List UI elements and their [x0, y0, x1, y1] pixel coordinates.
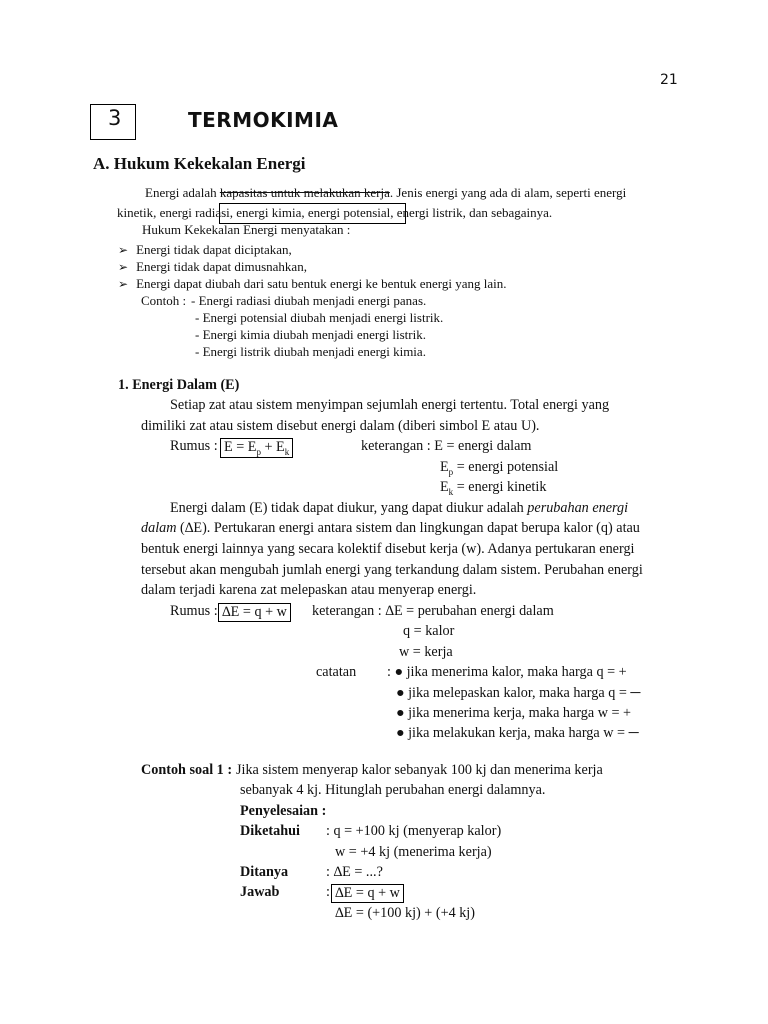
- arrow-bullet-icon: ➢: [118, 277, 129, 291]
- chapter-title: TERMOKIMIA: [188, 108, 339, 132]
- contoh-label: Contoh :: [141, 293, 187, 308]
- ditanya-value: : ∆E = ...?: [326, 864, 383, 880]
- para2-line5: dalam terjadi karena zat melepaskan atau menyerap energi.: [141, 582, 477, 598]
- note-2: ● jika melepaskan kalor, maka harga q = ─: [396, 685, 641, 701]
- formula-delta-e: ∆E = q + w: [218, 603, 291, 622]
- subscript: k: [448, 486, 454, 497]
- note-4: ● jika melakukan kerja, maka harga w = ─: [396, 725, 639, 741]
- penyelesaian-label: Penyelesaian :: [240, 803, 327, 819]
- question-line-1: Jika sistem menyerap kalor sebanyak 100 kj dan menerima kerja: [236, 762, 603, 778]
- text: (∆E). Pertukaran energi antara sistem dan lingkungan dapat berupa kalor (q) atau: [176, 520, 640, 536]
- law-list: [118, 241, 506, 292]
- example-1: - Energi radiasi diubah menjadi energi panas.: [191, 293, 427, 308]
- arrow-bullet-icon: ➢: [118, 260, 129, 274]
- contoh-soal-label: Contoh soal 1 :: [141, 762, 233, 778]
- note-1: : ● jika menerima kalor, maka harga q = +: [387, 664, 627, 680]
- law-text: Energi dapat diubah dari satu bentuk energi ke bentuk energi yang lain.: [136, 276, 507, 291]
- struck-text: kapasitas untuk melakukan kerja: [219, 185, 390, 200]
- para2-line1: [170, 500, 628, 517]
- catatan-label: catatan: [316, 664, 357, 680]
- question-line-2: sebanyak 4 kj. Hitunglah perubahan energi dalamnya.: [240, 782, 546, 798]
- jawab-label: Jawab: [240, 884, 280, 900]
- intro-text: Energi adalah: [145, 185, 220, 200]
- list-item: [118, 258, 506, 275]
- intro-line-1: [145, 185, 626, 201]
- diketahui-1: : q = +100 kj (menyerap kalor): [326, 823, 502, 839]
- keterangan-ep: [440, 459, 558, 477]
- meaning: = energi kinetik: [453, 479, 547, 495]
- law-intro: Hukum Kekekalan Energi menyatakan :: [142, 222, 351, 237]
- para1-line2: dimiliki zat atau sistem disebut energi dalam (diberi simbol E atau U).: [141, 418, 540, 434]
- chapter-number: 3: [108, 106, 122, 130]
- rumus-label: Rumus :: [170, 438, 218, 454]
- keterangan-1: keterangan : E = energi dalam: [361, 438, 532, 454]
- jawab-line-2: ∆E = (+100 kj) + (+4 kj): [335, 905, 475, 921]
- keterangan-2: keterangan : ∆E = perubahan energi dalam: [312, 603, 554, 619]
- subsection-heading: 1. Energi Dalam (E): [118, 377, 240, 393]
- subscript: k: [284, 446, 290, 457]
- symbol: E: [440, 459, 449, 475]
- rumus2-label: Rumus :: [170, 603, 218, 619]
- note-3: ● jika menerima kerja, maka harga w = +: [396, 705, 632, 721]
- intro-line-2: kinetik, energi radiasi, energi kimia, energi potensial, energi listrik, dan sebagainya.: [117, 205, 553, 220]
- list-item: [118, 275, 506, 292]
- arrow-bullet-icon: ➢: [118, 243, 129, 257]
- jawab-formula: ∆E = q + w: [331, 884, 404, 903]
- example-2: - Energi potensial diubah menjadi energi listrik.: [195, 310, 444, 325]
- section-heading: A. Hukum Kekekalan Energi: [93, 154, 306, 173]
- formula-part: E = E: [224, 439, 257, 455]
- meaning: = energi potensial: [453, 459, 559, 475]
- para2-line2: [141, 520, 640, 537]
- symbol: E: [440, 479, 449, 495]
- page-number: 21: [660, 72, 678, 88]
- para2-line3: bentuk energi lainnya yang secara kolektif disebut kerja (w). Adanya pertukaran energi: [141, 541, 635, 557]
- list-item: [118, 241, 506, 258]
- keterangan-q: q = kalor: [403, 623, 455, 639]
- intro-text-cont: . Jenis energi yang ada di alam, seperti energi: [389, 185, 627, 200]
- law-text: Energi tidak dapat dimusnahkan,: [136, 259, 307, 274]
- diketahui-label: Diketahui: [240, 823, 300, 839]
- italic-text: perubahan energi: [527, 500, 629, 516]
- example-3: - Energi kimia diubah menjadi energi listrik.: [195, 327, 426, 342]
- ditanya-label: Ditanya: [240, 864, 289, 880]
- keterangan-ek: [440, 479, 546, 497]
- italic-text: dalam: [141, 520, 177, 536]
- subscript: p: [256, 446, 261, 457]
- law-text: Energi tidak dapat diciptakan,: [136, 242, 292, 257]
- keterangan-w: w = kerja: [399, 644, 453, 660]
- jawab-colon: :: [326, 884, 330, 900]
- formula-energi-dalam: [220, 438, 293, 458]
- para1-line1: Setiap zat atau sistem menyimpan sejumlah energi tertentu. Total energi yang: [170, 397, 610, 413]
- formula-part: + E: [260, 439, 285, 455]
- text: Energi dalam (E) tidak dapat diukur, yang dapat diukur adalah: [170, 500, 528, 516]
- para2-line4: tersebut akan mengubah jumlah energi yang terkandung dalam sistem. Perubahan energi: [141, 562, 643, 578]
- subscript: p: [448, 466, 454, 477]
- diketahui-2: w = +4 kj (menerima kerja): [335, 844, 492, 860]
- example-4: - Energi listrik diubah menjadi energi kimia.: [195, 344, 426, 359]
